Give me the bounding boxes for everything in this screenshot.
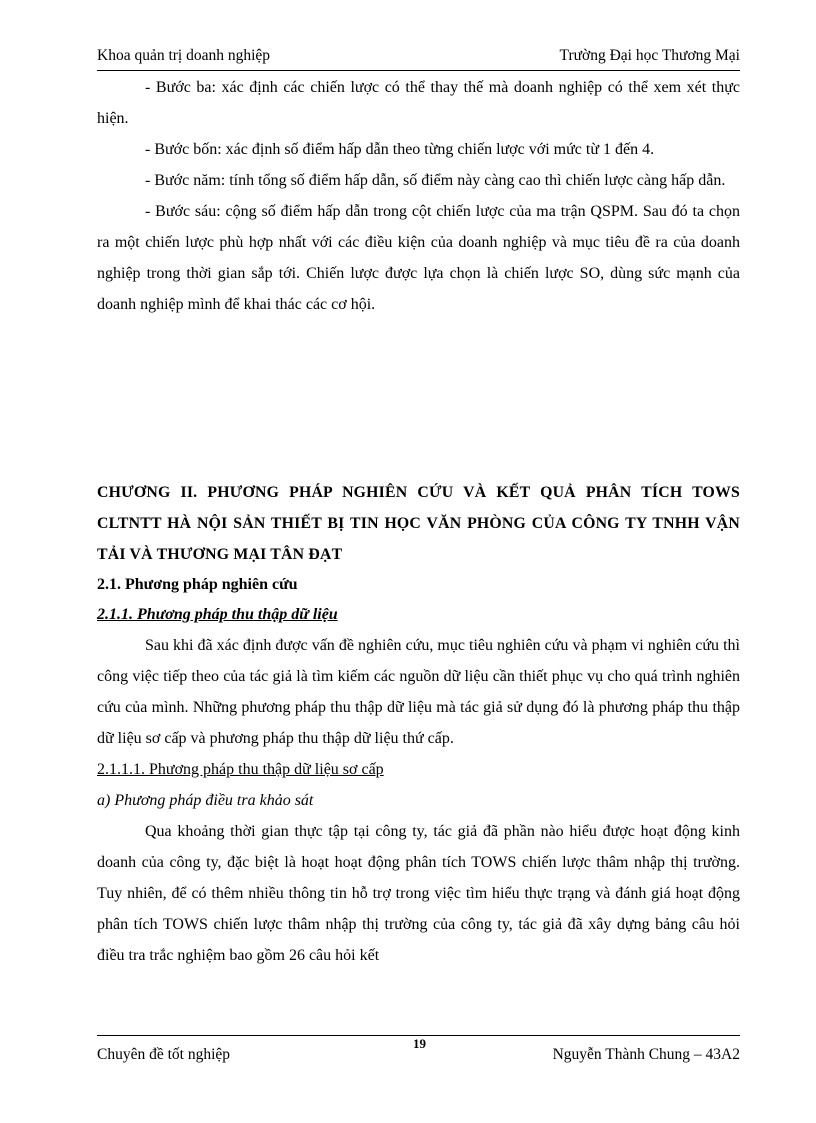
page-footer: [97, 1035, 740, 1066]
page-header: [97, 44, 740, 71]
chapter-title: CHƯƠNG II. PHƯƠNG PHÁP NGHIÊN CỨU VÀ KẾT QUẢ PHÂN TÍCH TOWS CLTNTT HÀ NỘI SẢN THIẾT BỊ TIN HỌC VĂN PHÒNG CỦA CÔNG TY TNHH VẬN TẢI VÀ THƯƠNG MẠI TÂN ĐẠT: [97, 484, 740, 563]
step-four-paragraph: - Bước bốn: xác định số điểm hấp dẫn theo từng chiến lược với mức từ 1 đến 4.: [145, 141, 655, 158]
blank-space: [97, 320, 740, 477]
survey-paragraph: Qua khoảng thời gian thực tập tại công ty, tác giả đã phần nào hiểu được hoạt động kinh doanh của công ty, đặc biệt là hoạt hoạt động phân tích TOWS chiến lược thâm nhập thị trường. Tuy nhiên, để có thêm nhiều thông tin hỗ trợ trong việc tìm hiểu thực trạng và đánh giá hoạt động phân tích TOWS chiến lược thâm nhập thị trường của công ty, tác giả đã xây dựng bảng câu hỏi điều tra trắc nghiệm bao gồm 26 câu hỏi kết: [97, 823, 740, 964]
page-body: [97, 72, 740, 971]
section-heading-2-1-1: 2.1.1. Phương pháp thu thập dữ liệu: [97, 606, 338, 623]
page-number: 19: [413, 1036, 426, 1051]
step-six-paragraph: - Bước sáu: cộng số điểm hấp dẫn trong cột chiến lược của ma trận QSPM. Sau đó ta chọn ra một chiến lược phù hợp nhất với các điều kiện của doanh nghiệp và mục tiêu đề ra của doanh nghiệp trong thời gian sắp tới. Chiến lược được lựa chọn là chiến lược SO, dùng sức mạnh của doanh nghiệp mình để khai thác các cơ hội.: [97, 203, 740, 313]
data-collection-paragraph: Sau khi đã xác định được vấn đề nghiên cứu, mục tiêu nghiên cứu và phạm vi nghiên cứu thì công việc tiếp theo của tác giả là tìm kiếm các nguồn dữ liệu cần thiết phục vụ cho quá trình nghiên cứu của mình. Những phương pháp thu thập dữ liệu mà tác giả sử dụng đó là phương pháp thu thập dữ liệu sơ cấp và phương pháp thu thập dữ liệu thứ cấp.: [97, 637, 740, 747]
step-five-paragraph: - Bước năm: tính tổng số điểm hấp dẫn, số điểm này càng cao thì chiến lược càng hấp dẫn.: [145, 172, 726, 189]
section-heading-2-1-1-1: 2.1.1.1. Phương pháp thu thập dữ liệu sơ cấp: [97, 761, 384, 778]
header-faculty: Khoa quản trị doanh nghiệp: [97, 47, 271, 64]
section-heading-2-1: 2.1. Phương pháp nghiên cứu: [97, 576, 298, 593]
step-three-paragraph: - Bước ba: xác định các chiến lược có thể thay thế mà doanh nghiệp có thể xem xét thực hiện.: [97, 79, 740, 127]
subsection-heading-a: a) Phương pháp điều tra khảo sát: [97, 792, 314, 809]
header-university: Trường Đại học Thương Mại: [559, 47, 740, 64]
footer-author: Nguyễn Thành Chung – 43A2: [552, 1046, 740, 1063]
footer-thesis-label: Chuyên đề tốt nghiệp: [97, 1046, 231, 1063]
